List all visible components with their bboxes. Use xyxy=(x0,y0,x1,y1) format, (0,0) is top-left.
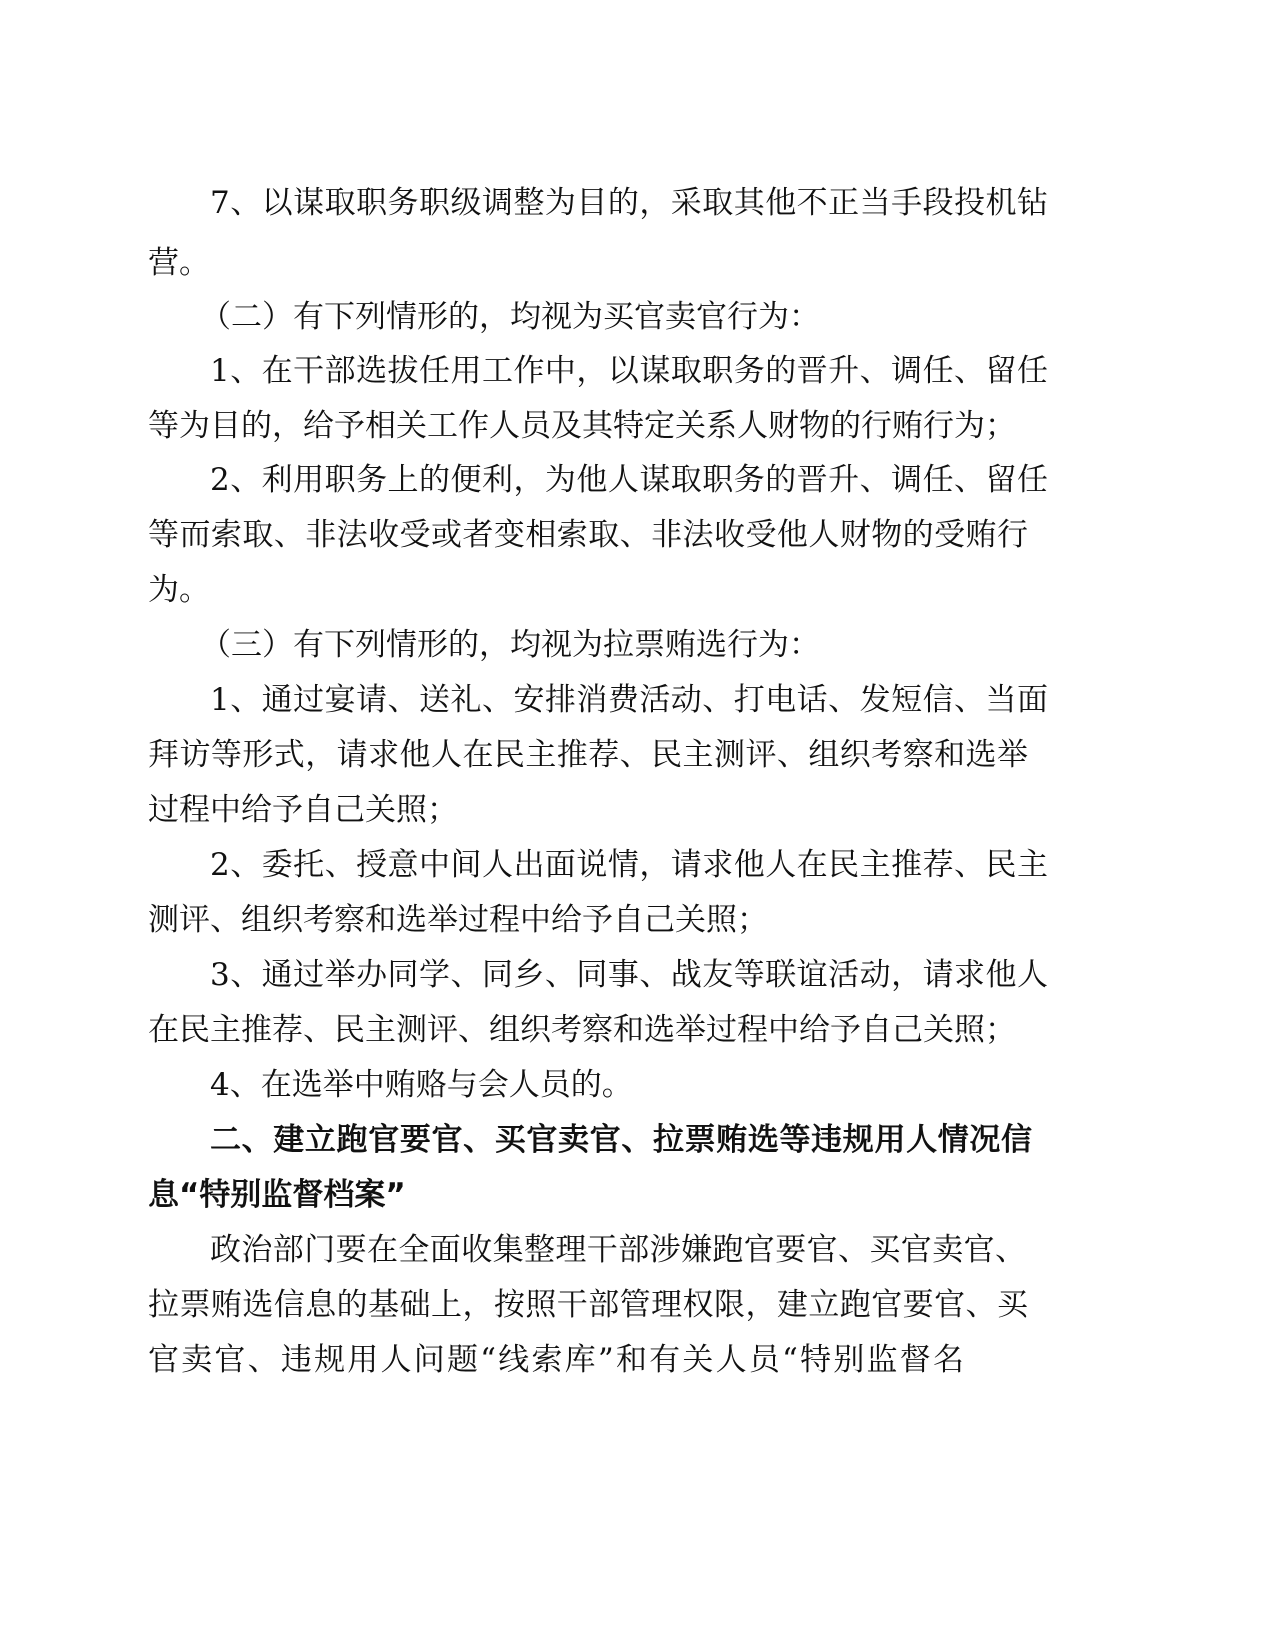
subsection-heading: （二）有下列情形的，均视为买官卖官行为： xyxy=(200,299,820,335)
paragraph-line: 2、委托、授意中间人出面说情，请求他人在民主推荐、民主 xyxy=(210,847,1048,883)
paragraph-line: 政治部门要在全面收集整理干部涉嫌跑官要官、买官卖官、 xyxy=(210,1232,1026,1268)
paragraph-line: 等而索取、非法收受或者变相索取、非法收受他人财物的受贿行 xyxy=(148,517,1028,553)
paragraph-line: 拜访等形式，请求他人在民主推荐、民主测评、组织考察和选举 xyxy=(148,737,1028,773)
subsection-heading: （三）有下列情形的，均视为拉票贿选行为： xyxy=(200,627,820,663)
paragraph-line: 2、利用职务上的便利，为他人谋取职务的晋升、调任、留任 xyxy=(210,462,1048,498)
paragraph-line: 测评、组织考察和选举过程中给予自己关照； xyxy=(148,902,768,938)
paragraph-line: 在民主推荐、民主测评、组织考察和选举过程中给予自己关照； xyxy=(148,1012,1016,1048)
paragraph-line: 拉票贿选信息的基础上，按照干部管理权限，建立跑官要官、买 xyxy=(148,1287,1028,1323)
paragraph-line: 过程中给予自己关照； xyxy=(148,792,458,828)
paragraph-line: 7、以谋取职务职级调整为目的，采取其他不正当手段投机钻 xyxy=(210,185,1048,221)
section-heading: 息“特别监督档案” xyxy=(148,1177,406,1213)
section-heading: 二、建立跑官要官、买官卖官、拉票贿选等违规用人情况信 xyxy=(210,1122,1032,1158)
paragraph-line: 为。 xyxy=(148,572,210,608)
paragraph-line: 营。 xyxy=(148,245,210,281)
paragraph-line: 等为目的，给予相关工作人员及其特定关系人财物的行贿行为； xyxy=(148,408,1016,444)
paragraph-line: 3、通过举办同学、同乡、同事、战友等联谊活动，请求他人 xyxy=(210,957,1048,993)
paragraph-line: 1、在干部选拔任用工作中，以谋取职务的晋升、调任、留任 xyxy=(210,353,1048,389)
paragraph-line: 1、通过宴请、送礼、安排消费活动、打电话、发短信、当面 xyxy=(210,682,1048,718)
paragraph-line: 4、在选举中贿赂与会人员的。 xyxy=(210,1067,633,1103)
paragraph-line: 官卖官、违规用人问题“线索库”和有关人员“特别监督名 xyxy=(148,1342,964,1378)
